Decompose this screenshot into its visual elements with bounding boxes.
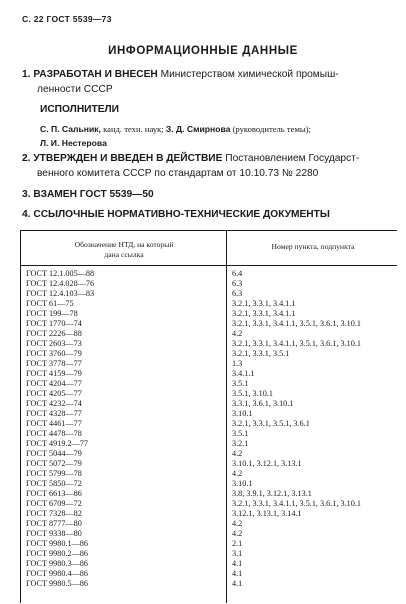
table-cell-document: ГОСТ 6613—86 (26, 489, 82, 499)
section-2-text-line2: венного комитета СССР по стандартам от 10.10.73 № 2280 (37, 167, 319, 179)
table-cell-clause: 3.2.1, 3.3.1, 3.4.1.1 (232, 309, 296, 319)
table-row (21, 539, 397, 549)
section-4 (22, 208, 396, 223)
table-row (21, 459, 397, 469)
table-cell-clause: 3.2.1, 3.3.1, 3.4.1.1, 3.5.1, 3.6.1, 3.10.1 (232, 319, 361, 329)
section-2-lead: УТВЕРЖДЕН И ВВЕДЕН В ДЕЙСТВИЕ (33, 153, 223, 164)
table-cell-clause: 4.2 (232, 329, 243, 339)
table-row (21, 439, 397, 449)
table-cell-clause: 6.3 (232, 289, 243, 299)
table-cell-document: ГОСТ 9980.1—86 (26, 539, 88, 549)
table-row (21, 269, 397, 279)
page-title: ИНФОРМАЦИОННЫЕ ДАННЫЕ (108, 45, 298, 57)
table-cell-clause: 1.3 (232, 359, 243, 369)
table-cell-clause: 3.2.1, 3.3.1, 3.4.1.1, 3.5.1, 3.6.1, 3.10.1 (232, 499, 361, 509)
table-header-document-line1: Обозначение НТД, на который (74, 240, 174, 249)
section-4-number: 4. (22, 209, 31, 220)
table-cell-document: ГОСТ 5072—79 (26, 459, 82, 469)
table-cell-document: ГОСТ 4328—77 (26, 409, 82, 419)
table-cell-document: ГОСТ 12.4.103—83 (26, 289, 95, 299)
table-cell-document: ГОСТ 5850—72 (26, 479, 82, 489)
table-cell-clause: 3.1 (232, 549, 243, 559)
executor-degree: канд. техн. наук; (100, 124, 166, 134)
section-2-number: 2. (22, 153, 31, 164)
table-cell-clause: 3.2.1 (232, 439, 249, 449)
section-3-text: ВЗАМЕН ГОСТ 5539—50 (33, 189, 154, 200)
table-cell-document: ГОСТ 3760—79 (26, 349, 82, 359)
table-cell-clause: 6.3 (232, 279, 243, 289)
table-row (21, 369, 397, 379)
table-row (21, 489, 397, 499)
page-header: С. 22 ГОСТ 5539—73 (22, 14, 112, 24)
table-header-divider (21, 265, 397, 266)
table-cell-clause: 3.3.1, 3.6.1, 3.10.1 (232, 399, 294, 409)
executors-heading: ИСПОЛНИТЕЛИ (40, 104, 119, 115)
table-cell-clause: 3.5.1, 3.10.1 (232, 389, 273, 399)
section-2 (22, 152, 396, 181)
table-cell-document: ГОСТ 4919.2—77 (26, 439, 88, 449)
table-cell-document: ГОСТ 4159—79 (26, 369, 82, 379)
executor-role: (руководитель темы); (230, 124, 311, 134)
table-row (21, 509, 397, 519)
table-row (21, 379, 397, 389)
section-4-text: ССЫЛОЧНЫЕ НОРМАТИВНО-ТЕХНИЧЕСКИЕ ДОКУМЕНТЫ (33, 209, 330, 220)
table-body (21, 269, 397, 590)
table-cell-clause: 6.4 (232, 269, 243, 278)
table-row (21, 289, 397, 299)
table-cell-clause: 4.1 (232, 579, 243, 589)
references-table (20, 230, 397, 603)
table-cell-document: ГОСТ 12.4.028—76 (26, 279, 95, 289)
table-row (21, 389, 397, 399)
table-cell-document: ГОСТ 5044—79 (26, 449, 82, 459)
executor-name: С. П. Сальник, (40, 124, 101, 134)
section-1-text-line1: Министерством химической промыш- (160, 69, 339, 80)
table-row (21, 279, 397, 289)
table-cell-document: ГОСТ 9980.4—86 (26, 569, 88, 579)
table-cell-clause: 4.1 (232, 559, 243, 569)
section-3-number: 3. (22, 189, 31, 200)
table-row (21, 449, 397, 459)
table-header-document-line2: дана ссылка (104, 249, 144, 259)
table-cell-document: ГОСТ 12.1.005—88 (26, 269, 95, 278)
table-cell-document: ГОСТ 2603—73 (26, 339, 82, 349)
table-row (21, 349, 397, 359)
table-row (21, 299, 397, 309)
table-cell-document: ГОСТ 7328—82 (26, 509, 82, 519)
table-row (21, 409, 397, 419)
section-3 (22, 188, 396, 203)
table-cell-clause: 3.10.1 (232, 479, 253, 489)
table-cell-clause: 4.2 (232, 519, 243, 529)
table-row (21, 329, 397, 339)
table-row (21, 469, 397, 479)
table-cell-clause: 3.5.1 (232, 379, 249, 389)
table-cell-document: ГОСТ 2226—88 (26, 329, 82, 339)
section-1 (22, 68, 396, 97)
table-row (21, 559, 397, 569)
table-cell-clause: 3.8, 3.9.1, 3.12.1, 3.13.1 (232, 489, 312, 499)
table-cell-clause: 3.5.1 (232, 429, 249, 439)
executor-name: Л. И. Нестерова (40, 138, 107, 148)
section-1-text-line2: ленности СССР (37, 83, 113, 95)
table-row (21, 419, 397, 429)
executors-list (40, 122, 396, 150)
table-cell-document: ГОСТ 9338—80 (26, 529, 82, 539)
table-cell-document: ГОСТ 9980.3—86 (26, 559, 88, 569)
table-cell-document: ГОСТ 199—78 (26, 309, 78, 319)
table-cell-document: ГОСТ 4478—78 (26, 429, 82, 439)
table-row (21, 569, 397, 579)
table-cell-document: ГОСТ 4204—77 (26, 379, 82, 389)
table-row (21, 339, 397, 349)
table-cell-document: ГОСТ 61—75 (26, 299, 74, 309)
table-cell-clause: 4.1 (232, 569, 243, 579)
section-1-number: 1. (22, 69, 31, 80)
table-cell-clause: 2.1 (232, 539, 243, 549)
table-row (21, 529, 397, 539)
table-cell-document: ГОСТ 9980.5—86 (26, 579, 88, 589)
table-cell-clause: 4.2 (232, 469, 243, 479)
table-cell-clause: 4.2 (232, 529, 243, 539)
section-2-text-line1: Постановлением Государст- (225, 153, 360, 164)
table-cell-document: ГОСТ 1770—74 (26, 319, 82, 329)
table-row (21, 319, 397, 329)
table-cell-clause: 3.4.1.1 (232, 369, 255, 379)
table-cell-clause: 3.2.1, 3.3.1, 3.5.1, 3.6.1 (232, 419, 310, 429)
table-cell-clause: 3.2.1, 3.3.1, 3.4.1.1 (232, 299, 296, 309)
table-cell-document: ГОСТ 8777—80 (26, 519, 82, 529)
table-cell-clause: 4.2 (232, 449, 243, 459)
table-row (21, 479, 397, 489)
table-cell-clause: 3.10.1, 3.12.1, 3.13.1 (232, 459, 302, 469)
section-1-lead: РАЗРАБОТАН И ВНЕСЕН (33, 69, 158, 80)
table-cell-document: ГОСТ 4461—77 (26, 419, 82, 429)
table-cell-document: ГОСТ 6709—72 (26, 499, 82, 509)
table-row (21, 429, 397, 439)
table-header-clause: Номер пункта, подпункта (271, 242, 355, 251)
table-cell-clause: 3.12.1, 3.13.1, 3.14.1 (232, 509, 302, 519)
table-cell-document: ГОСТ 9980.2—86 (26, 549, 88, 559)
table-cell-document: ГОСТ 3778—77 (26, 359, 82, 369)
table-row (21, 499, 397, 509)
table-cell-clause: 3.10.1 (232, 409, 253, 419)
executor-name: З. Д. Смирнова (165, 124, 231, 134)
table-cell-document: ГОСТ 4232—74 (26, 399, 82, 409)
table-row (21, 359, 397, 369)
table-cell-clause: 3.2.1, 3.3.1, 3.4.1.1, 3.5.1, 3.6.1, 3.10.1 (232, 339, 361, 349)
table-header-document (25, 240, 223, 259)
table-cell-clause: 3.2.1, 3.3.1, 3.5.1 (232, 349, 290, 359)
table-row (21, 399, 397, 409)
table-cell-document: ГОСТ 4205—77 (26, 389, 82, 399)
table-row (21, 549, 397, 559)
table-cell-document: ГОСТ 5799—78 (26, 469, 82, 479)
table-row (21, 519, 397, 529)
table-row (21, 579, 397, 589)
table-row (21, 309, 397, 319)
